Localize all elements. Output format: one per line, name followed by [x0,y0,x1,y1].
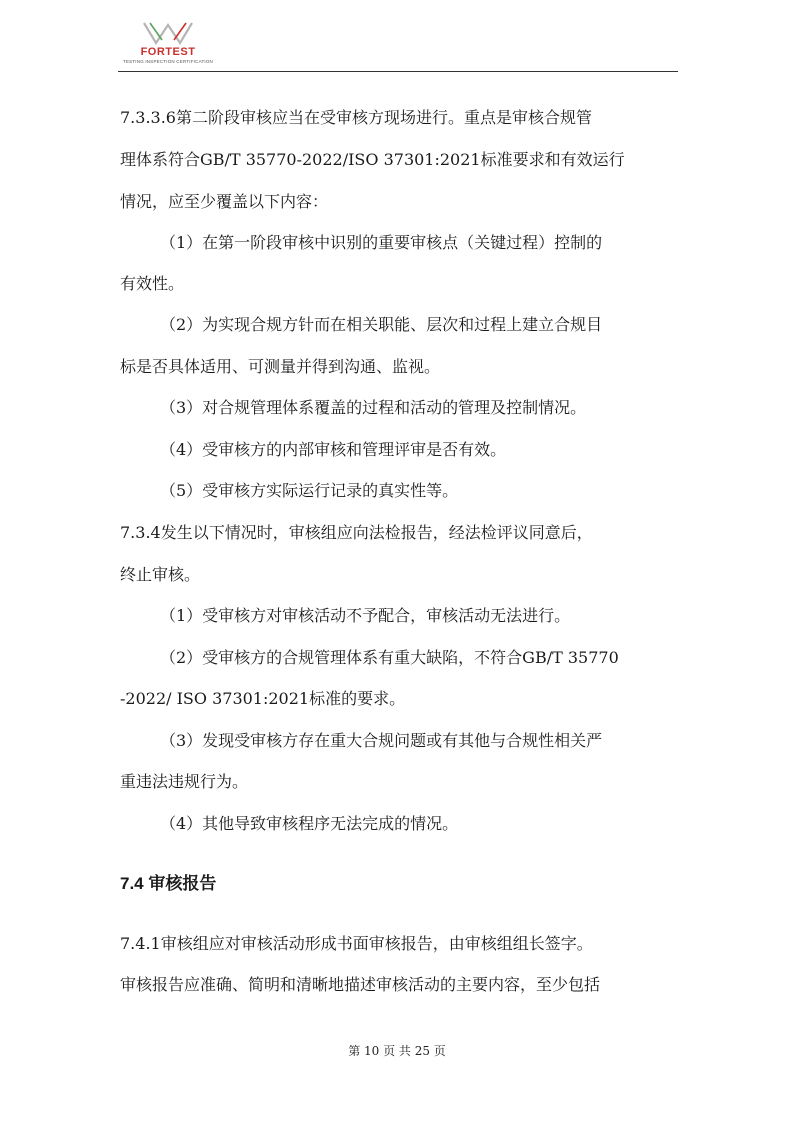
logo-tagline: TESTING INSPECTION CERTIFICATION [123,59,213,64]
body-line: （1）在第一阶段审核中识别的重要审核点（关键过程）控制的 [160,233,603,252]
body-line: （4）受审核方的内部审核和管理评审是否有效。 [160,440,507,459]
section-heading: 7.4 审核报告 [120,874,217,893]
body-line: 情况，应至少覆盖以下内容： [120,192,329,211]
company-logo [118,18,218,68]
header-divider [118,71,678,72]
body-line: 7.3.4发生以下情况时，审核组应向法检报告，经法检评议同意后， [120,523,593,542]
body-line: 重违法违规行为。 [120,772,249,791]
body-line: （3）对合规管理体系覆盖的过程和活动的管理及控制情况。 [160,398,587,417]
body-line: （2）受审核方的合规管理体系有重大缺陷，不符合GB/T 35770 [160,648,619,667]
logo-name: FORTEST [140,46,196,58]
body-line: 理体系符合GB/T 35770-2022/ISO 37301:2021标准要求和有效运行 [120,150,625,169]
body-line: -2022/ ISO 37301:2021标准的要求。 [120,689,406,708]
page-header [118,18,678,74]
body-line: （1）受审核方对审核活动不予配合，审核活动无法进行。 [160,606,571,625]
page-number: 第 10 页 共 25 页 [348,1044,446,1058]
body-line: （2）为实现合规方针而在相关职能、层次和过程上建立合规目 [160,315,603,334]
body-line: 标是否具体适用、可测量并得到沟通、监视。 [120,357,441,376]
body-line: （3）发现受审核方存在重大合规问题或有其他与合规性相关严 [160,731,603,750]
body-line: 审核报告应准确、简明和清晰地描述审核活动的主要内容，至少包括 [120,975,601,994]
body-line: （5）受审核方实际运行记录的真实性等。 [160,481,459,500]
body-line: 终止审核。 [120,565,201,584]
body-line: 7.4.1审核组应对审核活动形成书面审核报告，由审核组组长签字。 [120,934,593,953]
body-line: （4）其他导致审核程序无法完成的情况。 [160,814,459,833]
body-line: 有效性。 [120,274,185,293]
fortest-logo-mark-icon [142,20,194,46]
body-line: 7.3.3.6第二阶段审核应当在受审核方现场进行。重点是审核合规管 [120,108,592,127]
